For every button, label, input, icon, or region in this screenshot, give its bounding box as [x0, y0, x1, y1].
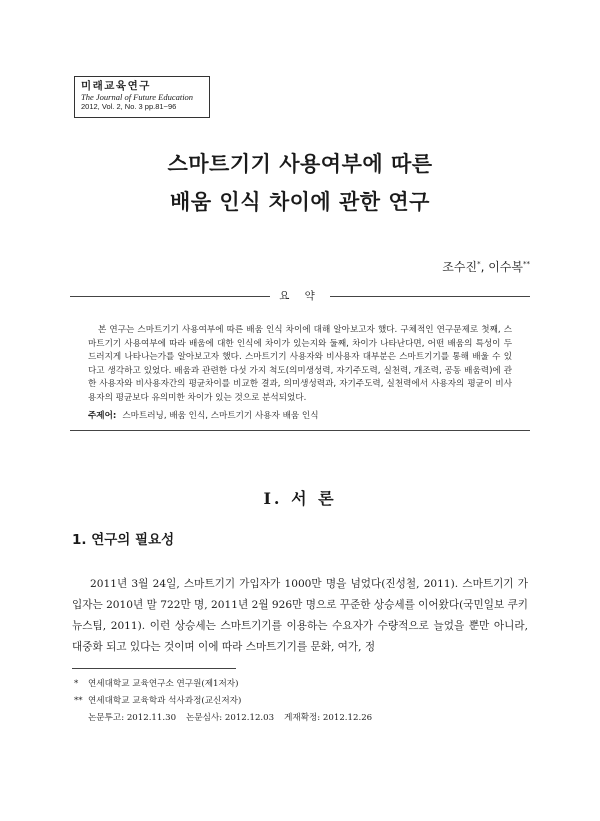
paper-title-line-1: 스마트기기 사용여부에 따른: [167, 152, 433, 176]
journal-info-box: [74, 76, 210, 118]
footnotes: [74, 676, 524, 727]
author-2-name: 이수복: [488, 260, 523, 274]
footnote-2-mark: **: [74, 696, 83, 706]
keywords-text: 스마트러닝, 배움 인식, 스마트기기 사용자 배움 인식: [122, 411, 319, 421]
abstract-text: 본 연구는 스마트기기 사용여부에 따른 배움 인식 차이에 대해 알아보고자 했다. 구체적인 연구문제로 첫째, 스마트기기 사용여부에 따라 배움에 대한 인식에 차이가 있는지와 둘째, 차이가 나타난다면, 어떤 배움의 특성이 두드러지게 나타나는가를 알아보고자 했다. 스마트기기 사용자와 비사용자 대부분은 스마트기기를 통해 배울 수 있다고 생각하고 있었다. 배움과 관련한 다섯 가지 척도(의미생성력, 자기주도력, 실천력, 개조력, 공동 배움력)에 관한 사용자와 비사용자간의 평균차이를 비교한 결과, 의미생성력과, 자기주도력, 실천력에서 사용자의 평균이 비사용자의 평균보다 유의미한 차이가 있는 것으로 분석되었다.: [88, 325, 512, 403]
paper-title-line-2: 배움 인식 차이에 관한 연구: [170, 190, 430, 214]
keywords-line: [88, 409, 512, 421]
reviewed-date: 논문심사: 2012.12.03: [186, 713, 275, 723]
abstract-label: 요 약: [279, 290, 321, 302]
submission-dates: [74, 710, 524, 727]
journal-name-korean: 미래교육연구: [81, 80, 151, 92]
footnote-1: [74, 676, 524, 693]
subsection-title: 1. 연구의 필요성: [72, 532, 175, 548]
abstract-header: [70, 288, 530, 304]
journal-volume-info: 2012, Vol. 2, No. 3 pp.81~96: [81, 102, 177, 111]
received-date: 논문투고: 2012.11.30: [88, 713, 177, 723]
footnote-2-text: 연세대학교 교육학과 석사과정(교신저자): [88, 696, 242, 706]
author-1-name: 조수진: [442, 260, 478, 274]
footnote-rule: [72, 668, 236, 669]
footnote-1-text: 연세대학교 교육연구소 연구원(제1저자): [88, 679, 239, 689]
footnote-2: [74, 693, 524, 710]
keywords-label: 주제어:: [88, 411, 117, 421]
journal-name-english: The Journal of Future Education: [81, 92, 194, 102]
abstract-header-rule-right: [330, 296, 530, 297]
author-1-mark: *: [477, 260, 481, 268]
author-list: [442, 258, 530, 275]
section-title: Ⅰ. 서 론: [263, 489, 337, 508]
accepted-date: 게재확정: 2012.12.26: [284, 713, 373, 723]
abstract-bottom-rule: [70, 430, 530, 431]
footnote-1-mark: *: [74, 679, 79, 689]
body-paragraph: 2011년 3월 24일, 스마트기기 가입자가 1000만 명을 넘었다(진성철, 2011). 스마트기기 가입자는 2010년 말 722만 명, 2011년 2월 926만 명으로 꾸준한 상승세를 이어왔다(국민일보 쿠키뉴스팀, 2011). 이런 상승세는 스마트기기를 이용하는 수요자가 수량적으로 늘었을 뿐만 아니라, 대중화 되고 있다는 것이며 이에 따라 스마트기기를 문화, 여가, 정: [72, 578, 529, 653]
author-2-mark: **: [523, 260, 530, 268]
author-separator: ,: [480, 260, 489, 274]
